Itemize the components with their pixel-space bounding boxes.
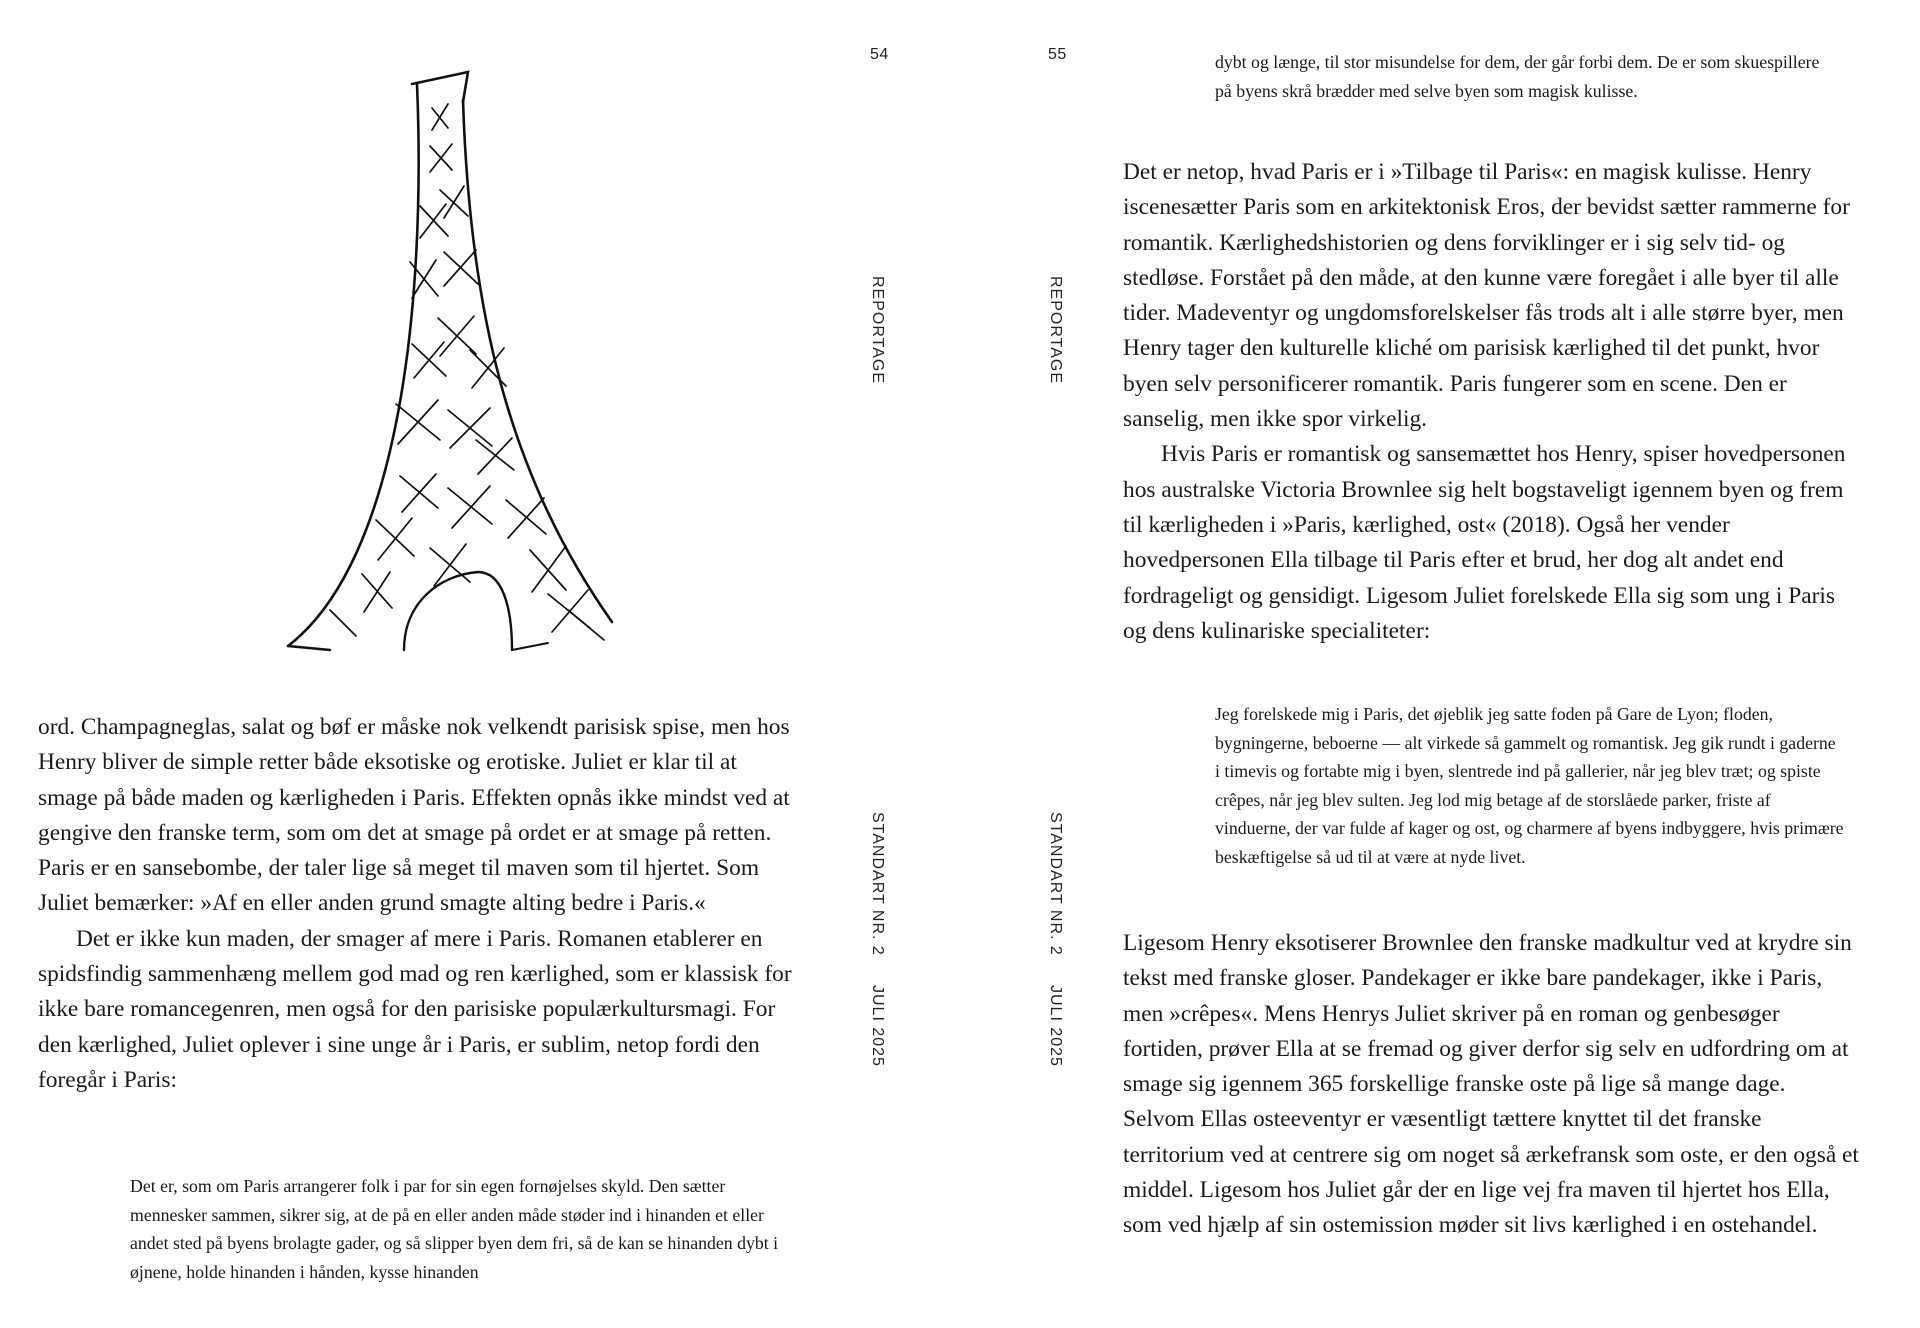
right-page [960, 0, 1920, 1328]
paragraph: ord. Champagneglas, salat og bøf er måske nok velkendt parisisk spise, men hos Henry bliver de simple retter både eksotiske og erotiske. Juliet er klar til at smage på både maden og kærligheden i Paris. Effekten opnås ikke mindst ved at gengive den franske term, som om det at smage på ordet er at smage på retten. Paris er en sansebombe, der taler lige så meget til maven som til hjertet. Som Juliet bemærker: »Af en eller anden grund smagte alting bedre i Paris.« [38, 714, 790, 917]
paragraph: Det er netop, hvad Paris er i »Tilbage til Paris«: en magisk kulisse. Henry iscenesætter Paris som en arkitektonisk Eros, der bevidst sætter rammerne for romantik. Kærlighedshistorien og dens forviklinger er i sig selv tid- og stedløse. Forstået på den måde, at den kunne være foregået i alle byer til alle tider. Madeventyr og ungdomsforelskelser fås trods alt i alle større byer, men Henry tager den kulturelle kliché om parisisk kærlighed til det punkt, hvor byen selv personificerer romantik. Paris fungerer som en scene. Den er sanselig, men ikke spor virkelig. [1123, 159, 1850, 433]
date-label-right: JULI 2025 [1047, 985, 1064, 1067]
date-label-left: JULI 2025 [869, 985, 886, 1067]
paragraph: Hvis Paris er romantisk og sansemættet hos Henry, spiser hovedpersonen hos australske Victoria Brownlee sig helt bogstaveligt igennem byen og frem til kærligheden i »Paris, kærlighed, ost« (2018). Også her vender hovedpersonen Ella tilbage til Paris efter et brud, her dog alt andet end fordrageligt og gensidigt. Ligesom Juliet forelskede Ella sig som ung i Paris og dens kulinariske specialiteter: [1123, 441, 1846, 644]
body-text-right-bottom [1123, 926, 1859, 1244]
body-text-right-top [1123, 155, 1859, 649]
body-text-left [38, 710, 792, 1098]
block-quote-continued: dybt og længe, til stor misundelse for dem, der går forbi dem. De er som skuespillere på byens skrå brædder med selve byen som magisk kulisse. [1215, 52, 1820, 101]
section-label-left: REPORTAGE [869, 276, 886, 384]
section-label-right: REPORTAGE [1047, 276, 1064, 384]
block-quote-right: Jeg forelskede mig i Paris, det øjeblik jeg satte foden på Gare de Lyon; floden, bygningerne, beboerne — alt virkede så gammelt og romantisk. Jeg gik rundt i gaderne i timevis og fortabte mig i byen, slentrede ind på gallerier, når jeg blev træt; og spiste crêpes, når jeg blev sulten. Jeg lod mig betage af de storslåede parker, friste af vinduerne, der var fulde af kager og ost, og charmere af byens indbyggere, hvis primære beskæftigelse så ud til at være at nyde livet. [1215, 704, 1844, 867]
paragraph: Det er ikke kun maden, der smager af mere i Paris. Romanen etablerer en spidsfindig sammenhæng mellem god mad og ren kærlighed, som er klassisk for ikke bare romancegenren, men også for den parisiske populærkultursmagi. For den kærlighed, Juliet oplever i sine unge år i Paris, er sublim, netop fordi den foregår i Paris: [38, 925, 792, 1093]
page-number-left: 54 [870, 46, 889, 63]
block-quote-left: Det er, som om Paris arrangerer folk i par for sin egen fornøjelses skyld. Den sætter mennesker sammen, sikrer sig, at de på en eller anden måde støder ind i hinanden et eller andet sted på byens brolagte gader, og så slipper byen dem fri, så de kan se hinanden dybt i øjnene, holde hinanden i hånden, kysse hinanden [130, 1176, 779, 1282]
magazine-label-left: STANDART NR. 2 [869, 812, 886, 956]
magazine-label-right: STANDART NR. 2 [1047, 812, 1064, 956]
eiffel-tower-sketch-icon [270, 60, 640, 660]
page-number-right: 55 [1048, 46, 1067, 63]
paragraph: Ligesom Henry eksotiserer Brownlee den franske madkultur ved at krydre sin tekst med franske gloser. Pandekager er ikke bare pandekager, ikke i Paris, men »crêpes«. Mens Henrys Juliet skriver på en roman og genbesøger fortiden, prøver Ella at se fremad og giver derfor sig selv en udfordring om at smage sig igennem 365 forskellige franske oste på lige så mange dage. Selvom Ellas osteeventyr er væsentligt tættere knyttet til det franske territorium ved at centrere sig om noget så ærkefransk som oste, er den også et middel. Ligesom hos Juliet går der en lige vej fra maven til hjertet hos Ella, som ved hjælp af sin ostemission møder sit livs kærlighed i en ostehandel. [1123, 930, 1859, 1239]
